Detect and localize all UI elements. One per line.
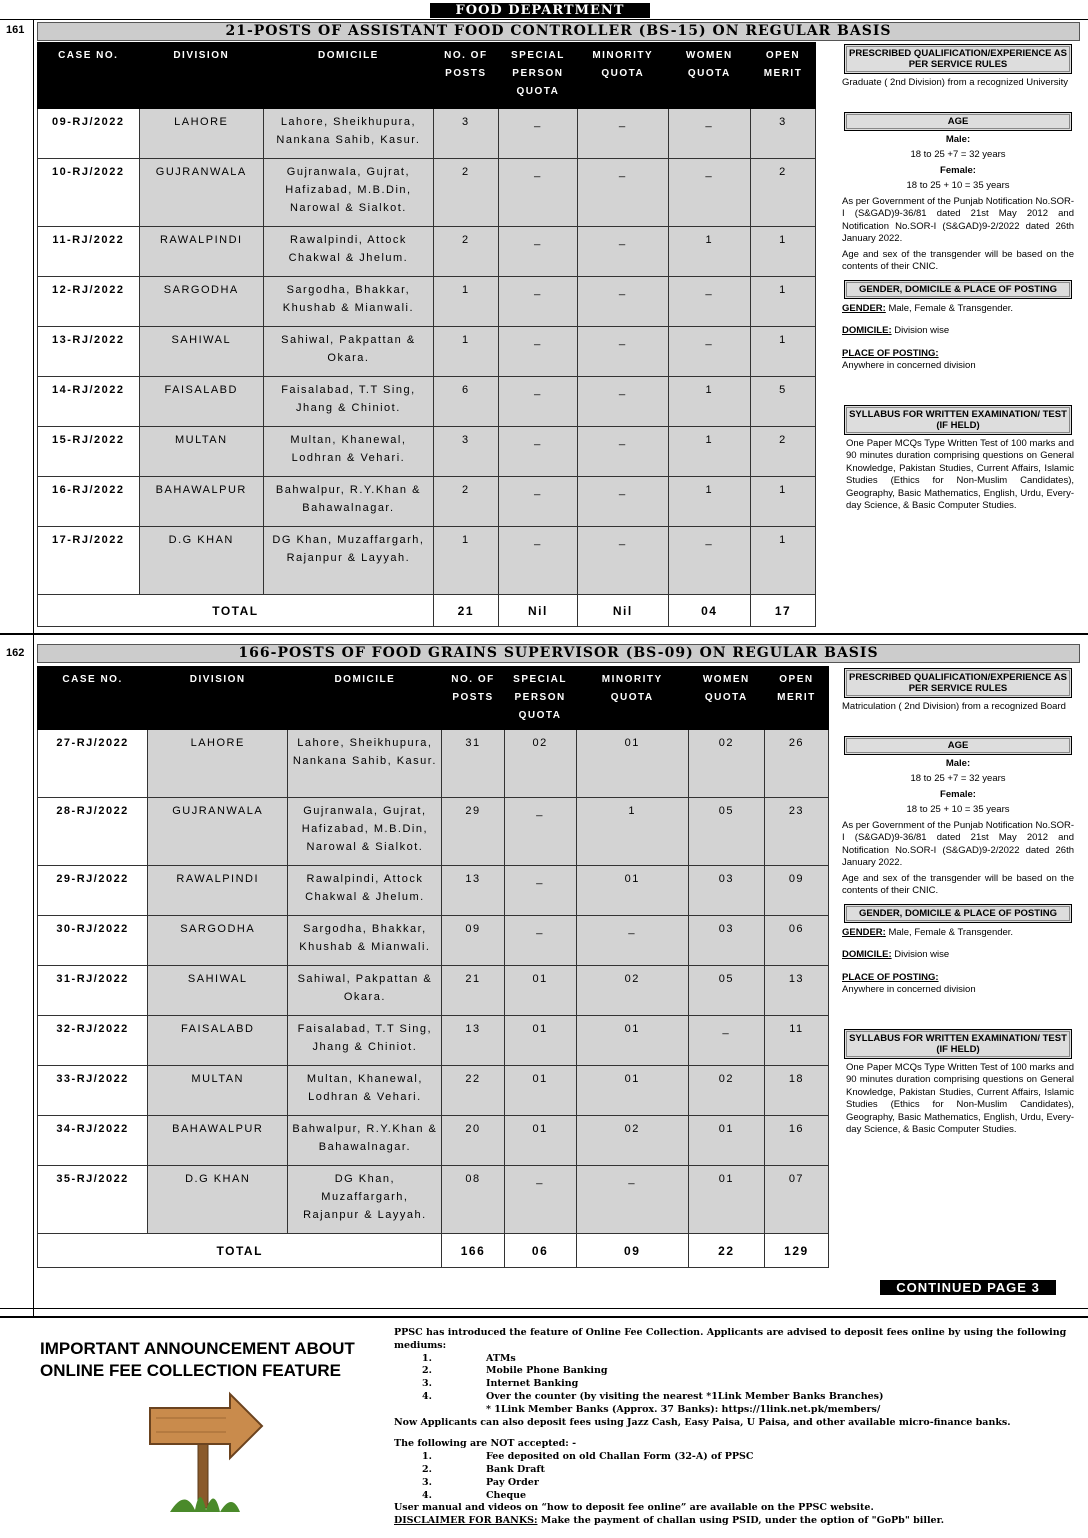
column-header: SPECIAL PERSON QUOTA (504, 667, 576, 730)
disclaimer-text: Make the payment of challan using PSID, under the option of "GoPb" biller. (537, 1515, 945, 1527)
item-number: 3. (422, 1476, 432, 1488)
table-cell: 1 (750, 327, 815, 377)
column-header: CASE NO. (38, 43, 140, 109)
item-number: 4. (422, 1489, 432, 1501)
table-cell: 01 (576, 1016, 688, 1066)
table-cell: _ (577, 477, 668, 527)
table-cell: 1 (433, 277, 498, 327)
table-cell: _ (577, 427, 668, 477)
table-cell: 08 (442, 1166, 504, 1234)
table-cell: 01 (688, 1116, 764, 1166)
table-cell: 1 (668, 227, 750, 277)
table-cell: _ (504, 916, 576, 966)
table-row (38, 277, 816, 327)
table-cell: BAHAWALPUR (139, 477, 264, 527)
gender-line (842, 927, 1074, 940)
table-row (38, 866, 829, 916)
table-cell: 1 (668, 377, 750, 427)
announcement-title-line2: ONLINE FEE COLLECTION FEATURE (40, 1361, 341, 1380)
item-text: Over the counter (by visiting the nearest *1Link Member Banks Branches) (486, 1390, 884, 1402)
age-heading: AGE (844, 112, 1072, 131)
table-cell: 07 (764, 1166, 828, 1234)
transgender-note: Age and sex of the transgender will be based on the contents of their CNIC. (842, 872, 1074, 896)
table-cell: 5 (750, 377, 815, 427)
table-cell: 31-RJ/2022 (38, 966, 148, 1016)
table-cell: 1 (668, 477, 750, 527)
table-row (38, 227, 816, 277)
column-header: MINORITY QUOTA (577, 43, 668, 109)
table-cell: GUJRANWALA (139, 159, 264, 227)
gender-label: GENDER: (842, 926, 886, 938)
table-cell: _ (504, 798, 576, 866)
item-text: ATMs (486, 1352, 516, 1364)
item-text: Fee deposited on old Challan Form (32-A) of PPSC (486, 1451, 754, 1463)
table-cell: 29-RJ/2022 (38, 866, 148, 916)
column-header: CASE NO. (38, 667, 148, 730)
column-header: OPEN MERIT (750, 43, 815, 109)
table-cell: Faisalabad, T.T Sing, Jhang & Chiniot. (264, 377, 434, 427)
column-header: DOMICILE (264, 43, 434, 109)
table-cell: 09-RJ/2022 (38, 109, 140, 159)
table-cell: 2 (433, 227, 498, 277)
table-cell: 13-RJ/2022 (38, 327, 140, 377)
table-row (38, 1066, 829, 1116)
table-cell: Multan, Khanewal, Lodhran & Vehari. (288, 1066, 442, 1116)
table-cell: 3 (750, 109, 815, 159)
qualification-heading: PRESCRIBED QUALIFICATION/EXPERIENCE AS PER SERVICE RULES (844, 668, 1072, 698)
table-cell: GUJRANWALA (148, 798, 288, 866)
qualification-text: Graduate ( 2nd Division) from a recognized University (842, 77, 1068, 88)
total-label: TOTAL (38, 595, 434, 627)
table-cell: 09 (442, 916, 504, 966)
table-cell: 2 (750, 159, 815, 227)
age-heading: AGE (844, 736, 1072, 755)
table-cell: 01 (576, 1066, 688, 1116)
table-cell: 3 (433, 427, 498, 477)
qualification-heading: PRESCRIBED QUALIFICATION/EXPERIENCE AS PER SERVICE RULES (844, 44, 1072, 74)
table-cell: DG Khan, Muzaffargarh, Rajanpur & Layyah. (264, 527, 434, 595)
table-cell: 06 (764, 916, 828, 966)
table-cell: 10-RJ/2022 (38, 159, 140, 227)
table-cell: FAISALABD (139, 377, 264, 427)
section-title: 21-POSTS OF ASSISTANT FOOD CONTROLLER (BS-15) ON REGULAR BASIS (37, 22, 1080, 41)
table-cell: 20 (442, 1116, 504, 1166)
manual-note: User manual and videos on “how to deposit fee online” are available on the PPSC website. (394, 1502, 874, 1514)
table-cell: 23 (764, 798, 828, 866)
table-cell: 01 (576, 866, 688, 916)
male-age: 18 to 25 +7 = 32 years (910, 773, 1006, 784)
table-cell: 02 (504, 730, 576, 798)
posts-table (37, 666, 829, 1268)
posting-label: PLACE OF POSTING: (842, 347, 939, 359)
table-cell: 09 (764, 866, 828, 916)
item-text: Internet Banking (486, 1378, 579, 1390)
table-cell: 33-RJ/2022 (38, 1066, 148, 1116)
domicile-label: DOMICILE: (842, 949, 892, 960)
table-cell: _ (498, 159, 577, 227)
not-accepted-list (394, 1451, 1074, 1502)
table-cell: Bahwalpur, R.Y.Khan & Bahawalnagar. (264, 477, 434, 527)
table-cell: _ (668, 109, 750, 159)
column-header: OPEN MERIT (764, 667, 828, 730)
list-item (394, 1490, 1074, 1503)
table-cell: 1 (750, 527, 815, 595)
table-row (38, 916, 829, 966)
posting-text: Anywhere in concerned division (842, 984, 976, 995)
table-row (38, 1166, 829, 1234)
table-cell: 01 (504, 1066, 576, 1116)
total-cell: 129 (764, 1234, 828, 1268)
gender-value: Male, Female & Transgender. (885, 926, 1014, 938)
announcement-title (40, 1338, 360, 1382)
serial-column-rule (33, 19, 34, 1316)
item-number: 3. (422, 1378, 432, 1390)
table-cell: _ (576, 916, 688, 966)
table-cell: D.G KHAN (148, 1166, 288, 1234)
table-cell: LAHORE (148, 730, 288, 798)
list-item (394, 1477, 1074, 1490)
table-cell: 01 (504, 966, 576, 1016)
table-row (38, 1116, 829, 1166)
table-cell: _ (498, 109, 577, 159)
table-cell: 13 (442, 866, 504, 916)
spacer (842, 373, 1074, 399)
spacer (842, 714, 1074, 730)
female-label: Female: (940, 164, 976, 176)
table-cell: 2 (433, 159, 498, 227)
table-cell: _ (498, 227, 577, 277)
section-divider (0, 633, 1088, 635)
posting-text: Anywhere in concerned division (842, 360, 976, 371)
column-header: DIVISION (139, 43, 264, 109)
domicile-value: Division wise (891, 325, 950, 336)
table-row (38, 477, 816, 527)
column-header: DIVISION (148, 667, 288, 730)
table-cell: _ (498, 427, 577, 477)
list-item (394, 1378, 1074, 1391)
table-cell: D.G KHAN (139, 527, 264, 595)
table-cell: Sargodha, Bhakkar, Khushab & Mianwali. (264, 277, 434, 327)
table-cell: 05 (688, 798, 764, 866)
table-cell: SAHIWAL (148, 966, 288, 1016)
qualification-text: Matriculation ( 2nd Division) from a recognized Board (842, 701, 1066, 712)
table-row (38, 730, 829, 798)
header-row (38, 43, 816, 109)
table-cell: Multan, Khanewal, Lodhran & Vehari. (264, 427, 434, 477)
table-row (38, 798, 829, 866)
table-cell: _ (498, 327, 577, 377)
table-cell: _ (668, 527, 750, 595)
item-number: 1. (422, 1451, 432, 1463)
posting-label: PLACE OF POSTING: (842, 971, 939, 983)
list-item (394, 1451, 1074, 1464)
table-cell: _ (577, 159, 668, 227)
table-cell: 28-RJ/2022 (38, 798, 148, 866)
table-cell: Rawalpindi, Attock Chakwal & Jhelum. (288, 866, 442, 916)
table-cell: DG Khan, Muzaffargarh, Rajanpur & Layyah. (288, 1166, 442, 1234)
table-cell: RAWALPINDI (139, 227, 264, 277)
table-cell: 03 (688, 866, 764, 916)
gender-line (842, 303, 1074, 316)
not-accepted-title: The following are NOT accepted: - (394, 1438, 577, 1450)
list-item (394, 1353, 1074, 1366)
domicile-line (842, 949, 1074, 962)
table-cell: 6 (433, 377, 498, 427)
table-cell: 3 (433, 109, 498, 159)
total-cell: 21 (433, 595, 498, 627)
table-cell: SAHIWAL (139, 327, 264, 377)
table-cell: 22 (442, 1066, 504, 1116)
bottom-rule (0, 1308, 1088, 1309)
section-serial: 161 (6, 24, 25, 36)
column-header: SPECIAL PERSON QUOTA (498, 43, 577, 109)
table-cell: Rawalpindi, Attock Chakwal & Jhelum. (264, 227, 434, 277)
table-cell: 03 (688, 916, 764, 966)
table-cell: 32-RJ/2022 (38, 1016, 148, 1066)
table-cell: _ (577, 527, 668, 595)
table-cell: 11-RJ/2022 (38, 227, 140, 277)
section-serial: 162 (6, 647, 25, 659)
table-cell: 2 (433, 477, 498, 527)
table-cell: 12-RJ/2022 (38, 277, 140, 327)
list-item (394, 1365, 1074, 1378)
gender-value: Male, Female & Transgender. (885, 302, 1014, 314)
table-cell: _ (576, 1166, 688, 1234)
table-cell: 11 (764, 1016, 828, 1066)
column-header: NO. OF POSTS (442, 667, 504, 730)
male-label: Male: (945, 133, 971, 145)
announcement-title-line1: IMPORTANT ANNOUNCEMENT ABOUT (40, 1339, 355, 1358)
table-cell: 31 (442, 730, 504, 798)
table-cell: _ (668, 327, 750, 377)
table-cell: 30-RJ/2022 (38, 916, 148, 966)
table-cell: 02 (576, 966, 688, 1016)
item-number: 2. (422, 1365, 432, 1377)
table-cell: SARGODHA (148, 916, 288, 966)
notification-text: As per Government of the Punjab Notification No.SOR-I (S&GAD)9-36/81 dated 21st May 2012 and Notification No.SOR-I (S&GAD)9-2/2022 dated 26th January 2022. (842, 819, 1074, 868)
table-cell: 2 (750, 427, 815, 477)
table-cell: Sargodha, Bhakkar, Khushab & Mianwali. (288, 916, 442, 966)
gender-label: GENDER: (842, 302, 886, 314)
total-cell: 04 (668, 595, 750, 627)
posts-table (37, 42, 816, 627)
table-cell: Bahwalpur, R.Y.Khan & Bahawalnagar. (288, 1116, 442, 1166)
spacer (842, 90, 1074, 106)
table-cell: 1 (668, 427, 750, 477)
signpost-arrow-icon (140, 1388, 270, 1518)
total-label: TOTAL (38, 1234, 442, 1268)
total-cell: 06 (504, 1234, 576, 1268)
table-cell: MULTAN (139, 427, 264, 477)
column-header: WOMEN QUOTA (668, 43, 750, 109)
department-header: FOOD DEPARTMENT (430, 3, 650, 18)
table-cell: 1 (750, 477, 815, 527)
section-title: 166-POSTS OF FOOD GRAINS SUPERVISOR (BS-09) ON REGULAR BASIS (37, 644, 1080, 663)
mediums-list (394, 1353, 1074, 1404)
table-cell: 21 (442, 966, 504, 1016)
domicile-value: Division wise (891, 949, 950, 960)
table-cell: 16 (764, 1116, 828, 1166)
table-cell: 01 (504, 1116, 576, 1166)
table-cell: 18 (764, 1066, 828, 1116)
disclaimer-label: DISCLAIMER FOR BANKS: (394, 1515, 538, 1527)
announcement-intro: PPSC has introduced the feature of Online Fee Collection. Applicants are advised to deposit fees online by using the following mediums: (394, 1327, 1067, 1351)
requirements-panel (842, 668, 1074, 1137)
table-row (38, 966, 829, 1016)
table-cell: 1 (576, 798, 688, 866)
top-rule (0, 19, 1088, 20)
total-cell: Nil (498, 595, 577, 627)
notification-text: As per Government of the Punjab Notification No.SOR-I (S&GAD)9-36/81 dated 21st May 2012 and Notification No.SOR-I (S&GAD)9-2/2022 dated 26th January 2022. (842, 195, 1074, 244)
table-cell: _ (577, 377, 668, 427)
total-cell: 09 (576, 1234, 688, 1268)
table-cell: 1 (433, 327, 498, 377)
gender-heading: GENDER, DOMICILE & PLACE OF POSTING (844, 280, 1072, 299)
table-cell: MULTAN (148, 1066, 288, 1116)
total-cell: 17 (750, 595, 815, 627)
table-cell: Faisalabad, T.T Sing, Jhang & Chiniot. (288, 1016, 442, 1066)
item-number: 1. (422, 1352, 432, 1364)
table-cell: _ (498, 527, 577, 595)
table-cell: 1 (750, 277, 815, 327)
announcement-text (394, 1327, 1074, 1528)
disclaimer (394, 1515, 1074, 1528)
table-cell: 34-RJ/2022 (38, 1116, 148, 1166)
table-cell: 01 (504, 1016, 576, 1066)
continued-label: CONTINUED PAGE 3 (880, 1280, 1056, 1295)
spacer (842, 997, 1074, 1023)
total-cell: 166 (442, 1234, 504, 1268)
table-cell: 13 (764, 966, 828, 1016)
table-cell: LAHORE (139, 109, 264, 159)
male-label: Male: (945, 757, 971, 769)
female-age: 18 to 25 + 10 = 35 years (906, 804, 1010, 815)
table-cell: _ (668, 159, 750, 227)
table-cell: 17-RJ/2022 (38, 527, 140, 595)
table-cell: 35-RJ/2022 (38, 1166, 148, 1234)
table-row (38, 527, 816, 595)
syllabus-heading: SYLLABUS FOR WRITTEN EXAMINATION/ TEST (IF HELD) (844, 405, 1072, 435)
table-cell: 01 (576, 730, 688, 798)
column-header: DOMICILE (288, 667, 442, 730)
table-cell: 13 (442, 1016, 504, 1066)
table-cell: 16-RJ/2022 (38, 477, 140, 527)
table-cell: 26 (764, 730, 828, 798)
table-cell: 02 (688, 1066, 764, 1116)
item-text: Pay Order (486, 1476, 539, 1488)
table-cell: _ (668, 277, 750, 327)
table-row (38, 1016, 829, 1066)
table-cell: Sahiwal, Pakpattan & Okara. (264, 327, 434, 377)
table-cell: SARGODHA (139, 277, 264, 327)
table-cell: _ (688, 1016, 764, 1066)
table-cell: 02 (688, 730, 764, 798)
table-row (38, 327, 816, 377)
table-cell: _ (577, 277, 668, 327)
table-cell: 15-RJ/2022 (38, 427, 140, 477)
female-label: Female: (940, 788, 976, 800)
syllabus-text: One Paper MCQs Type Written Test of 100 marks and 90 minutes duration comprising questions on General Knowledge, Pakistan Studies, Current Affairs, Islamic Studies (Ethics for Non-Muslim Candidates), Geography, Basic Mathematics, English, Urdu, Every-day Science, & Basic Computer Studies. (846, 1061, 1074, 1135)
header-row (38, 667, 829, 730)
total-cell: Nil (577, 595, 668, 627)
item-text: Mobile Phone Banking (486, 1365, 608, 1377)
list-item (394, 1391, 1074, 1404)
table-cell: FAISALABD (148, 1016, 288, 1066)
table-cell: _ (577, 227, 668, 277)
table-cell: Lahore, Sheikhupura, Nankana Sahib, Kasur. (288, 730, 442, 798)
syllabus-text: One Paper MCQs Type Written Test of 100 marks and 90 minutes duration comprising questions on General Knowledge, Pakistan Studies, Current Affairs, Islamic Studies (Ethics for Non-Muslim Candidates), Geography, Basic Mathematics, English, Urdu, Every-day Science, & Basic Computer Studies. (846, 437, 1074, 511)
table-cell: _ (504, 1166, 576, 1234)
table-cell: 1 (433, 527, 498, 595)
table-cell: 05 (688, 966, 764, 1016)
table-row (38, 109, 816, 159)
table-cell: 14-RJ/2022 (38, 377, 140, 427)
table-row (38, 159, 816, 227)
also-note: Now Applicants can also deposit fees using Jazz Cash, Easy Paisa, U Paisa, and other available micro-finance banks. (394, 1416, 1011, 1428)
total-row (38, 1234, 829, 1268)
domicile-label: DOMICILE: (842, 325, 892, 336)
table-row (38, 377, 816, 427)
item-number: 4. (422, 1390, 432, 1402)
table-cell: _ (498, 377, 577, 427)
table-cell: 02 (576, 1116, 688, 1166)
table-cell: _ (498, 277, 577, 327)
list-item (394, 1464, 1074, 1477)
table-cell: _ (577, 109, 668, 159)
requirements-panel (842, 44, 1074, 513)
column-header: NO. OF POSTS (433, 43, 498, 109)
item-text: Cheque (486, 1489, 527, 1501)
total-cell: 22 (688, 1234, 764, 1268)
table-cell: _ (498, 477, 577, 527)
domicile-line (842, 325, 1074, 338)
table-cell: 1 (750, 227, 815, 277)
table-cell: Lahore, Sheikhupura, Nankana Sahib, Kasur. (264, 109, 434, 159)
table-cell: 29 (442, 798, 504, 866)
syllabus-heading: SYLLABUS FOR WRITTEN EXAMINATION/ TEST (IF HELD) (844, 1029, 1072, 1059)
transgender-note: Age and sex of the transgender will be based on the contents of their CNIC. (842, 248, 1074, 272)
table-row (38, 427, 816, 477)
item-text: Bank Draft (486, 1463, 545, 1475)
female-age: 18 to 25 + 10 = 35 years (906, 180, 1010, 191)
table-cell: Gujranwala, Gujrat, Hafizabad, M.B.Din, Narowal & Sialkot. (264, 159, 434, 227)
table-cell: 27-RJ/2022 (38, 730, 148, 798)
table-cell: _ (504, 866, 576, 916)
table-cell: 01 (688, 1166, 764, 1234)
male-age: 18 to 25 +7 = 32 years (910, 149, 1006, 160)
table-cell: Gujranwala, Gujrat, Hafizabad, M.B.Din, Narowal & Sialkot. (288, 798, 442, 866)
column-header: WOMEN QUOTA (688, 667, 764, 730)
table-cell: BAHAWALPUR (148, 1116, 288, 1166)
table-cell: RAWALPINDI (148, 866, 288, 916)
item-number: 2. (422, 1463, 432, 1475)
table-cell: _ (577, 327, 668, 377)
total-row (38, 595, 816, 627)
link-note: * 1Link Member Banks (Approx. 37 Banks): https://1link.net.pk/members/ (486, 1403, 881, 1415)
column-header: MINORITY QUOTA (576, 667, 688, 730)
gender-heading: GENDER, DOMICILE & PLACE OF POSTING (844, 904, 1072, 923)
table-cell: Sahiwal, Pakpattan & Okara. (288, 966, 442, 1016)
